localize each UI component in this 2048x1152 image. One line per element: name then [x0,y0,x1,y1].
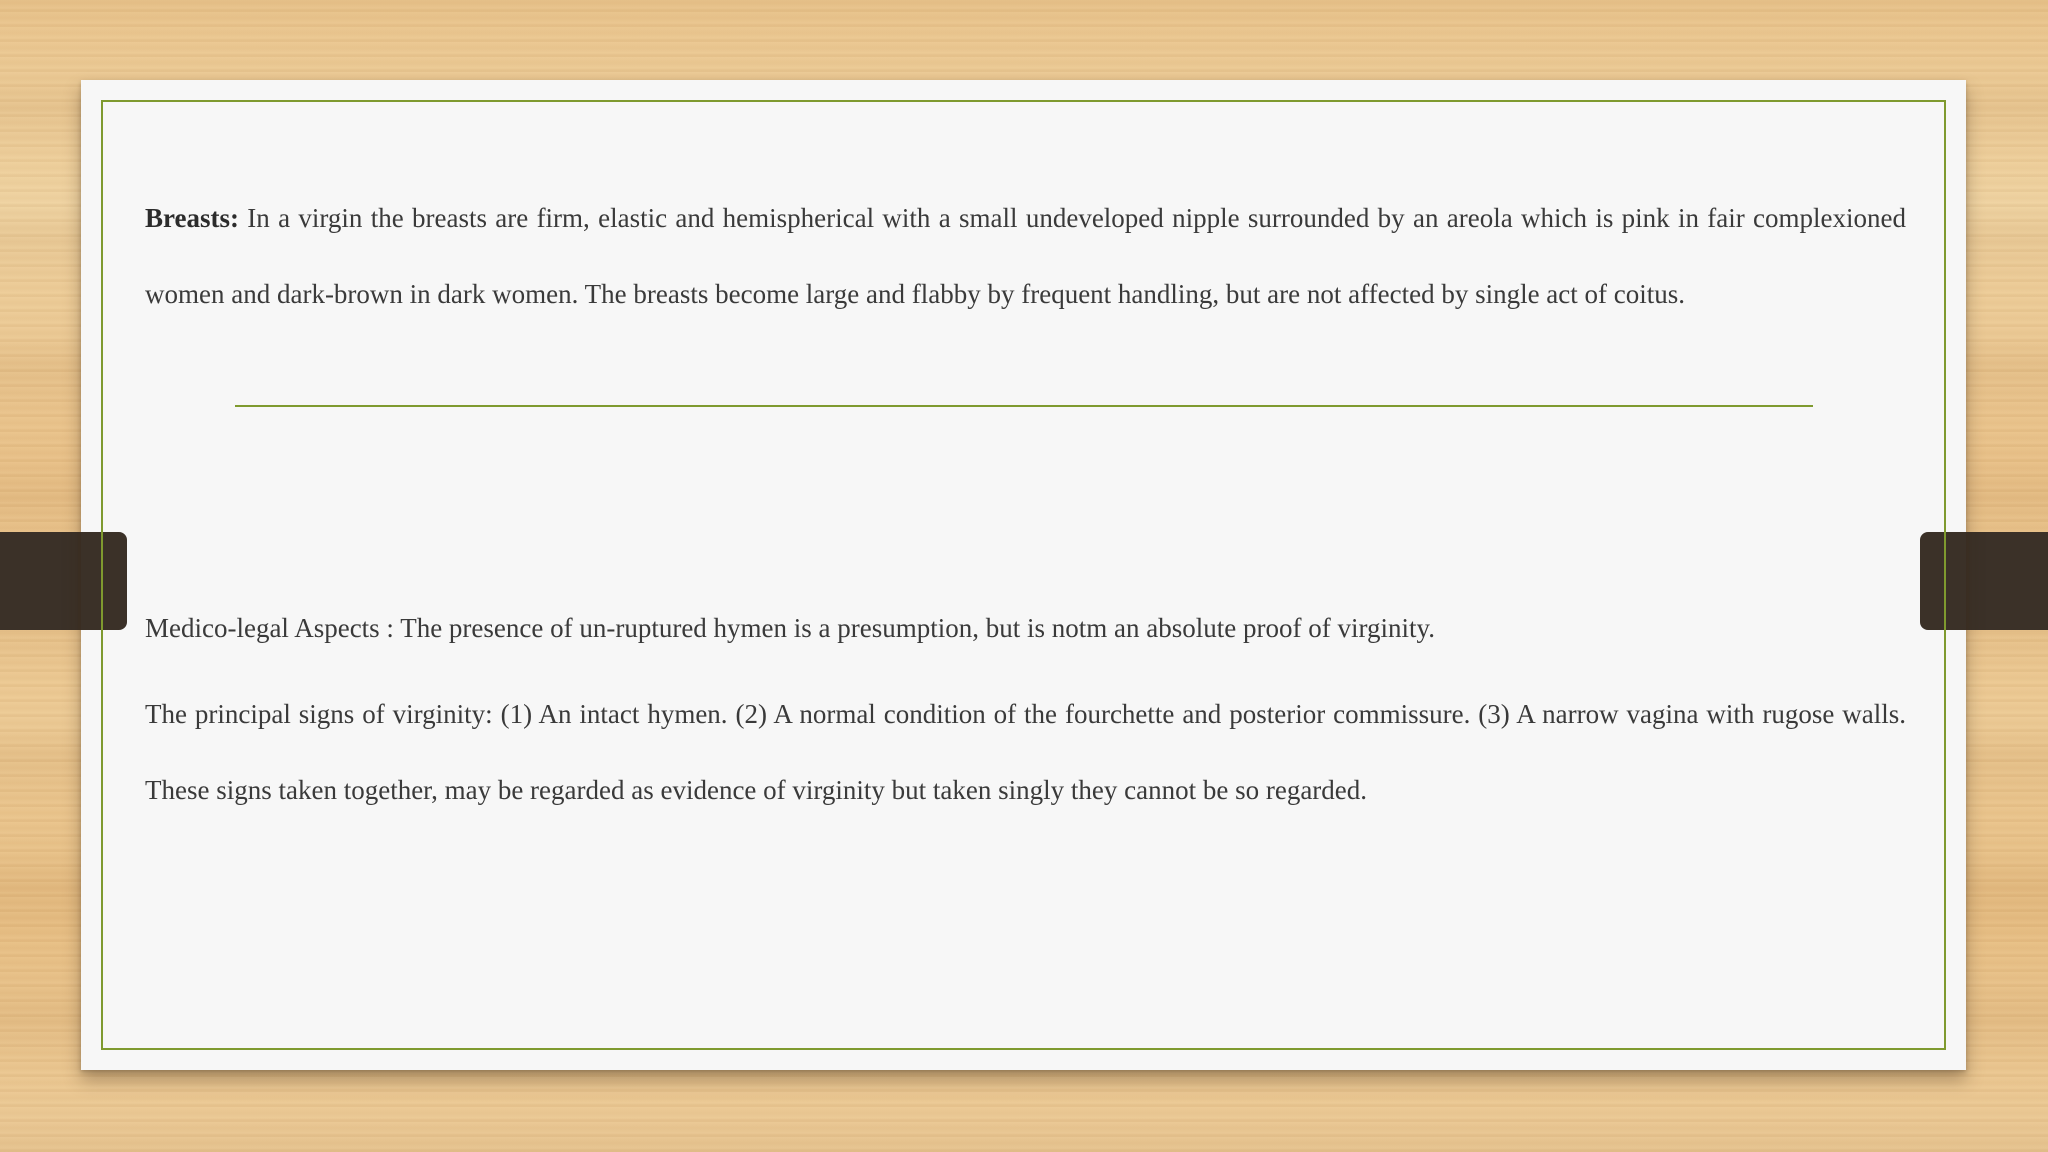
breasts-body: In a virgin the breasts are firm, elastic and hemispherical with a small undeveloped nipple surrounded by an areola which is pink in fair complexioned women and dark-brown in dark women. The breasts become large and flabby by frequent handling, but are not affected by single act of coitus. [145,203,1906,309]
breasts-heading: Breasts: [145,203,239,233]
medico-legal-paragraph: Medico-legal Aspects : The presence of un-ruptured hymen is a presumption, but is notm an absolute proof of virginity. [145,613,1435,643]
slide-paper [81,80,1966,1070]
section-divider [235,405,1813,407]
breasts-paragraph [145,180,1906,332]
virginity-signs-paragraph: The principal signs of virginity: (1) An intact hymen. (2) A normal condition of the fourchette and posterior commissure. (3) A narrow vagina with rugose walls. These signs taken together, may be regarded as evidence of virginity but taken singly they cannot be so regarded. [145,699,1906,805]
